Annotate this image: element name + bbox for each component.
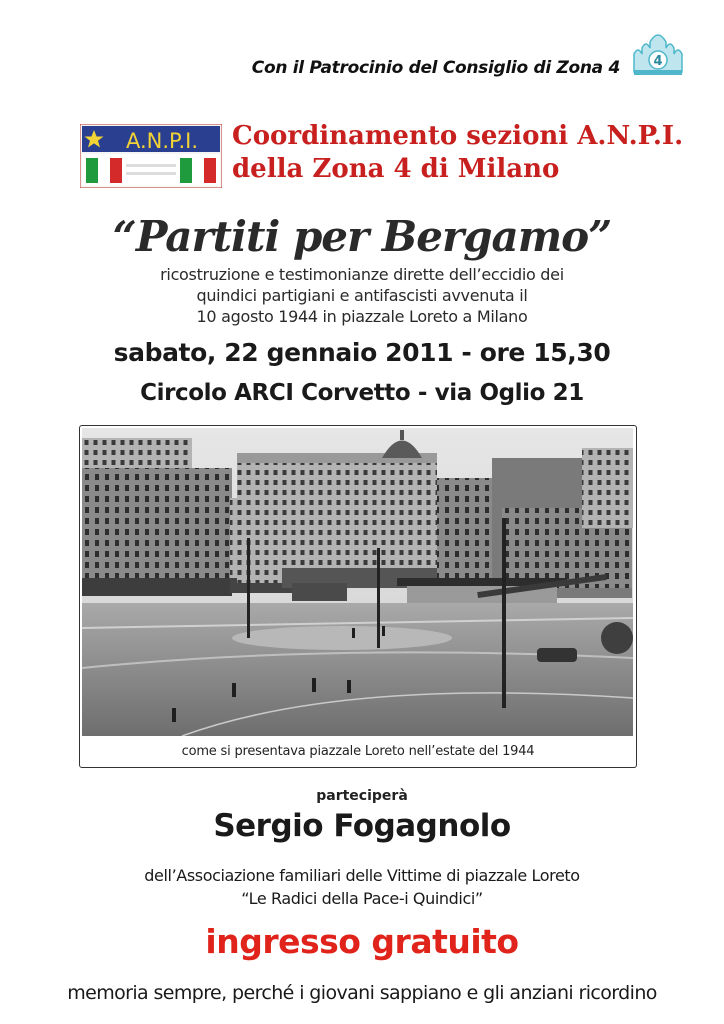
event-title: “Partiti per Bergamo” bbox=[112, 212, 612, 261]
anpi-title-line-2: della Zona 4 di Milano bbox=[232, 154, 560, 184]
event-date: sabato, 22 gennaio 2011 - ore 15,30 bbox=[113, 338, 611, 367]
patronage-text: Con il Patrocinio del Consiglio di Zona 4 bbox=[251, 58, 620, 78]
anpi-logo-text: A.N.P.I. bbox=[126, 129, 198, 153]
anpi-title bbox=[232, 120, 702, 186]
free-entry-text: ingresso gratuito bbox=[205, 922, 519, 961]
speaker-association bbox=[60, 864, 664, 910]
photo-frame bbox=[79, 425, 637, 768]
motto-text: memoria sempre, perché i giovani sappiano e gli anziani ricordino bbox=[67, 982, 657, 1004]
event-subtitle-line-1: ricostruzione e testimonianze dirette dell’eccidio dei bbox=[160, 265, 564, 284]
event-subtitle bbox=[120, 264, 604, 327]
speaker-name: Sergio Fogagnolo bbox=[213, 808, 511, 844]
event-venue: Circolo ARCI Corvetto - via Oglio 21 bbox=[140, 380, 584, 406]
event-subtitle-line-2: quindici partigiani e antifascisti avvenuta il bbox=[196, 286, 528, 305]
association-line-1: dell’Associazione familiari delle Vittime di piazzale Loreto bbox=[144, 866, 580, 885]
association-line-2: “Le Radici della Pace-i Quindici” bbox=[241, 889, 483, 908]
photo-caption: come si presentava piazzale Loreto nell’estate del 1944 bbox=[181, 744, 535, 759]
zona-logo-number: 4 bbox=[653, 54, 663, 69]
anpi-star-flag-logo-icon bbox=[80, 124, 222, 188]
historic-piazzale-loreto-photo bbox=[82, 428, 633, 736]
event-subtitle-line-3: 10 agosto 1944 in piazzale Loreto a Milano bbox=[196, 307, 528, 326]
participates-label: parteciperà bbox=[316, 788, 408, 804]
zona-4-logo-icon bbox=[630, 28, 686, 78]
anpi-title-line-1: Coordinamento sezioni A.N.P.I. bbox=[232, 121, 684, 151]
